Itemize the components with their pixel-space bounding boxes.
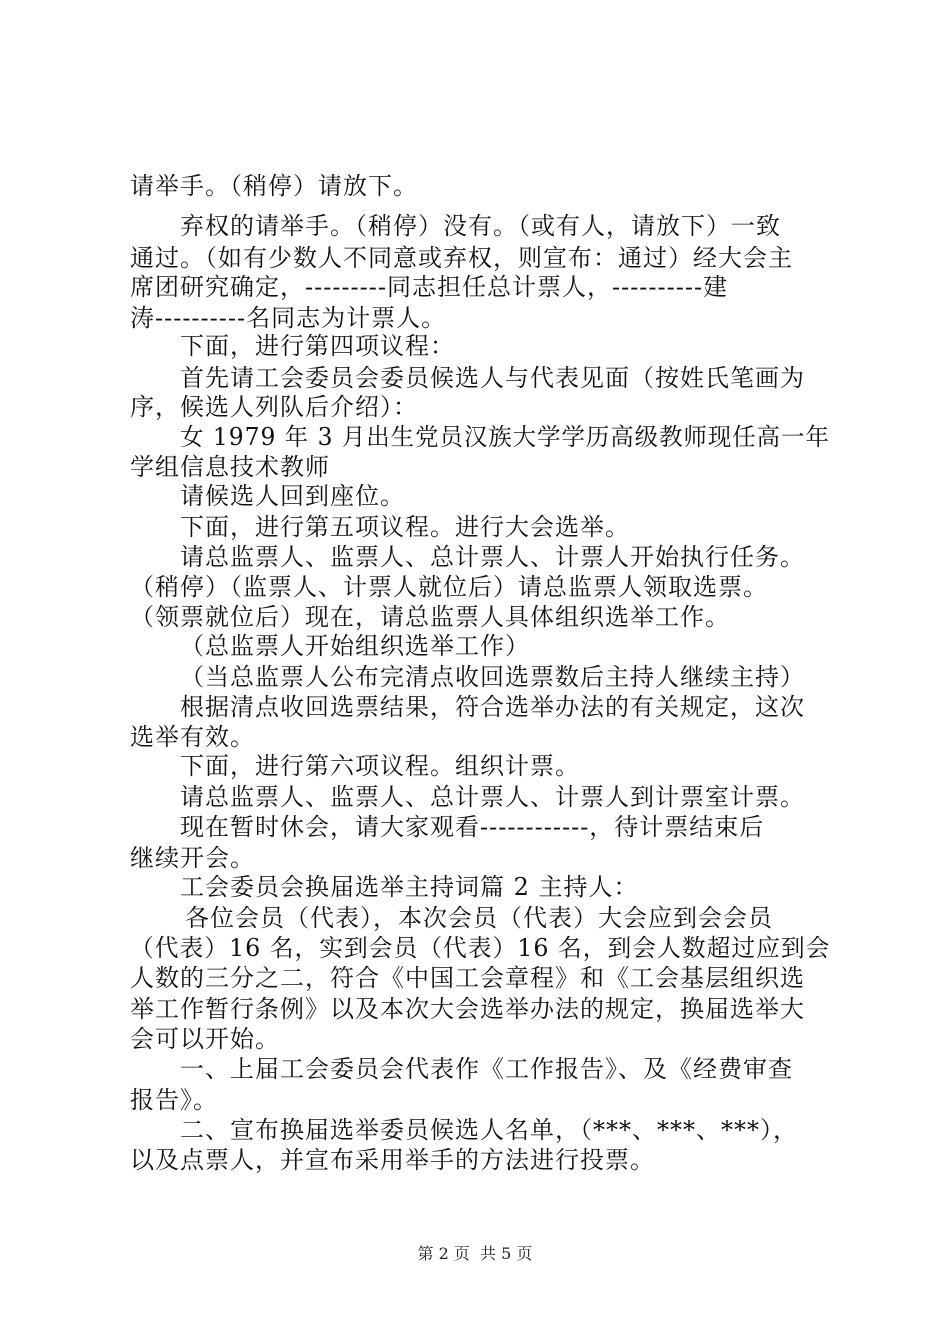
text-line: 选举有效。 — [130, 723, 255, 751]
text-line: 首先请工会委员会委员候选人与代表见面（按姓氏笔画为 — [180, 364, 805, 392]
text-line: 现在暂时休会，请大家观看------------，待计票结束后 — [180, 813, 765, 841]
text-line: 请举手。（稍停）请放下。 — [130, 172, 418, 200]
text-line: 下面，进行第五项议程。进行大会选举。 — [180, 513, 630, 541]
text-line: （领票就位后）现在，请总监票人具体组织选举工作。 — [130, 603, 730, 631]
text-line: （稍停）（监票人、计票人就位后）请总监票人领取选票。 — [130, 573, 768, 601]
text-line: 继续开会。 — [130, 844, 255, 872]
text-line: 序，候选人列队后介绍）： — [130, 393, 418, 421]
text-line: 以及点票人，并宣布采用举手的方法进行投票。 — [130, 1146, 655, 1174]
text-line: 通过。（如有少数人不同意或弃权，则宣布：通过）经大会主 — [130, 244, 793, 272]
text-line: 下面，进行第六项议程。组织计票。 — [180, 752, 580, 780]
text-line: 请总监票人、监票人、总计票人、计票人到计票室计票。 — [180, 783, 805, 811]
text-line: 根据清点收回选票结果，符合选举办法的有关规定，这次 — [180, 693, 805, 721]
text-line: 请总监票人、监票人、总计票人、计票人开始执行任务。 — [180, 543, 805, 571]
text-line: 席团研究确定，---------同志担任总计票人，----------建 — [130, 273, 729, 301]
text-line: 一、上届工会委员会代表作《工作报告》、及《经费审查 — [180, 1055, 793, 1083]
text-line: 会可以开始。 — [130, 1025, 280, 1053]
text-line: 学组信息技术教师 — [130, 453, 330, 481]
text-line: 涛----------名同志为计票人。 — [130, 304, 447, 332]
text-line: （当总监票人公布完清点收回选票数后主持人继续主持） — [180, 663, 805, 691]
text-line: 人数的三分之二，符合《中国工会章程》和《工会基层组织选 — [130, 964, 805, 992]
text-line: 女 1979 年 3 月出生党员汉族大学学历高级教师现任高一年 — [180, 423, 830, 451]
text-line: 弃权的请举手。（稍停）没有。（或有人，请放下）一致 — [180, 212, 781, 240]
text-line: 各位会员（代表），本次会员（代表）大会应到会会员 — [185, 904, 773, 932]
text-line: 请候选人回到座位。 — [180, 482, 405, 510]
text-line: 下面，进行第四项议程： — [180, 332, 455, 360]
page-footer: 第 2 页 共 5 页 — [417, 1244, 533, 1263]
text-line: 二、宣布换届选举委员候选人名单，（***、***、***）， — [180, 1116, 798, 1144]
text-line: 报告》。 — [130, 1086, 218, 1114]
text-line: 工会委员会换届选举主持词篇 2 主持人： — [180, 873, 639, 901]
text-line: （代表）16 名，实到会员（代表）16 名，到会人数超过应到会 — [130, 934, 831, 962]
text-line: （总监票人开始组织选举工作） — [180, 632, 530, 660]
text-line: 举工作暂行条例》以及本次大会选举办法的规定，换届选举大 — [130, 995, 805, 1023]
